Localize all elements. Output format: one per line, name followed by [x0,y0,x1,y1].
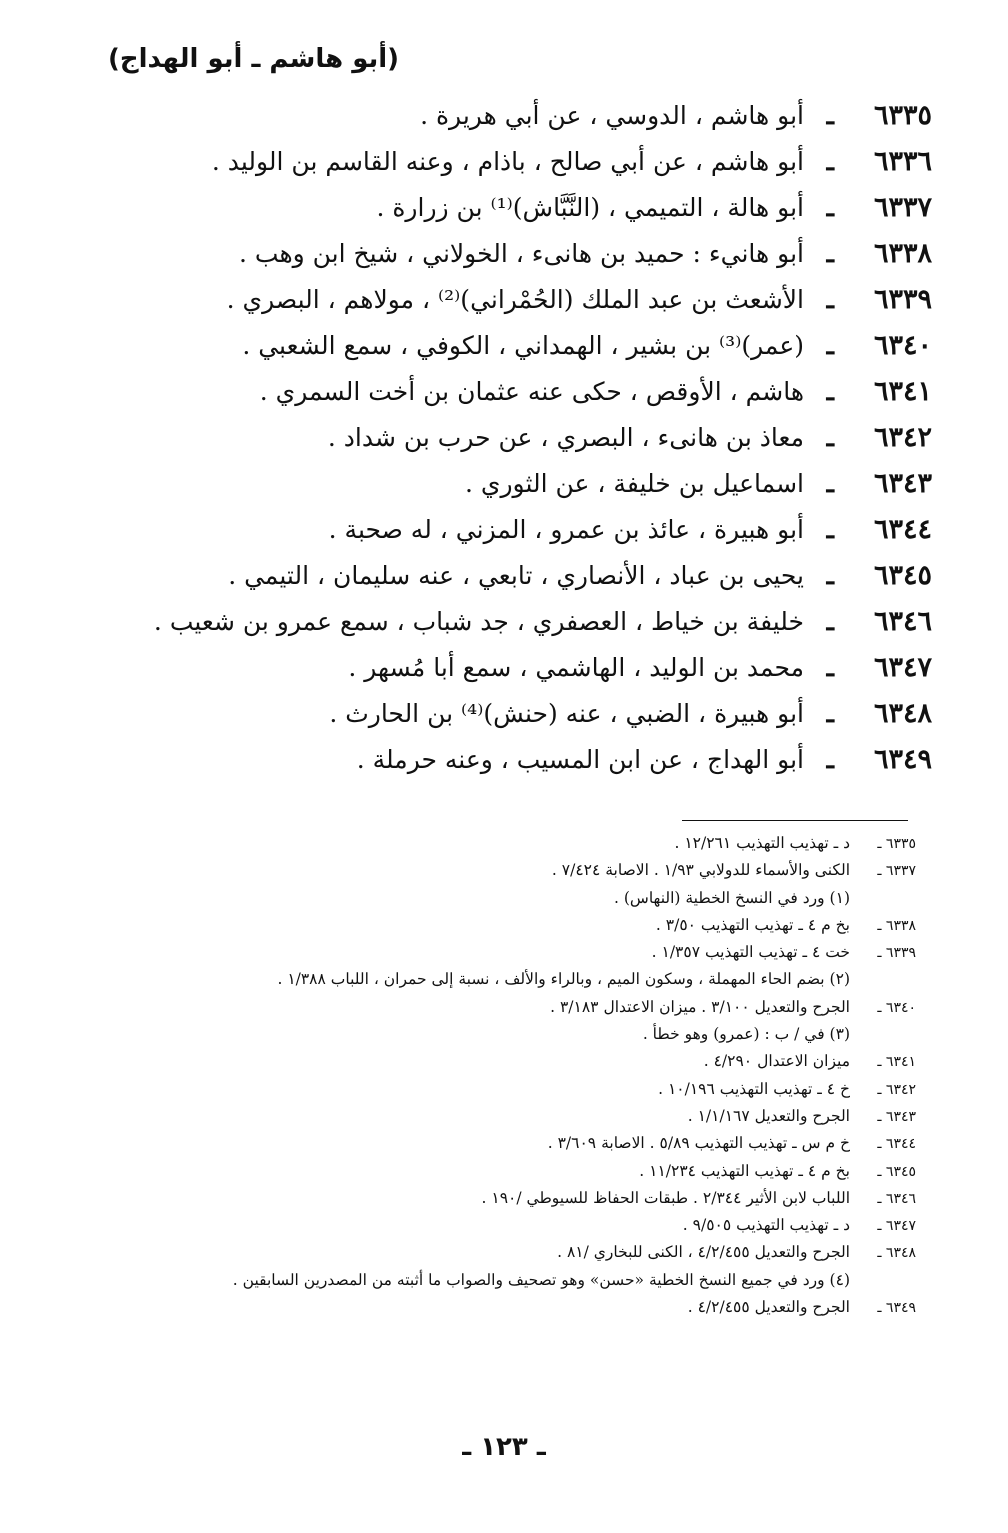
entry-number: ٦٣٤٧ [873,652,932,683]
note-number: ٦٣٣٩ ـ [877,945,916,962]
entry-text: يحيى بن عباد ، الأنصاري ، تابعي ، عنه سليمان ، التيمي . [228,561,804,590]
note-text: (٤) ورد في جميع النسخ الخطية «حسن» وهو تصحيف والصواب ما أثبته من المصدرين السابقين . [232,1270,850,1289]
entry-number: ٦٣٣٨ [873,238,932,269]
source-note [76,1134,916,1161]
source-note [76,943,916,970]
entry [72,468,932,514]
entry-text: الأشعث بن عبد الملك (الحُمْراني)⁽²⁾ ، مولاهم ، البصري . [226,285,804,314]
entry [72,330,932,376]
note-number: ٦٣٤٢ ـ [877,1081,916,1098]
entry-dash: ـ [826,239,834,268]
entry [72,192,932,238]
entry-text: أبو هالة ، التميمي ، (النَّبَّاش)⁽¹⁾ بن زرارة . [376,193,804,222]
note-number: ٦٣٤٥ ـ [877,1163,916,1180]
note-number: ٦٣٤٩ ـ [877,1300,916,1317]
entry-text: أبو هاشم ، الدوسي ، عن أبي هريرة . [420,101,804,130]
note-text: بخ م ٤ ـ تهذيب التهذيب ١١/٢٣٤ . [639,1161,850,1180]
note-text: خ م س ـ تهذيب التهذيب ٥/٨٩ . الاصابة ٣/٦٠٩ . [547,1134,850,1153]
note-number: ٦٣٤٠ ـ [877,999,916,1016]
entry-dash: ـ [826,653,834,682]
entry-dash: ـ [826,699,834,728]
entry-number: ٦٣٤١ [873,376,932,407]
entry-number: ٦٣٣٩ [873,284,932,315]
footnote [76,889,916,916]
entry [72,606,932,652]
note-text: (٢) بضم الحاء المهملة ، وسكون الميم ، وبالراء والألف ، نسبة إلى حمران ، اللباب ١/٣٨٨ . [277,970,850,989]
note-number: ٦٣٤١ ـ [877,1054,916,1071]
entry [72,652,932,698]
footnote [76,970,916,997]
footnote [76,1271,916,1298]
entry-text: أبو هبيرة ، عائذ بن عمرو ، المزني ، له صحبة . [328,515,804,544]
entry-text: (عمر)⁽³⁾ بن بشير ، الهمداني ، الكوفي ، سمع الشعبي . [242,331,804,360]
note-text: بخ م ٤ ـ تهذيب التهذيب ٣/٥٠ . [655,915,850,934]
entry-text: أبو الهداج ، عن ابن المسيب ، وعنه حرملة . [356,745,804,774]
note-number: ٦٣٤٨ ـ [877,1245,916,1262]
source-note [76,834,916,861]
note-number: ٦٣٣٧ ـ [877,863,916,880]
entry-text: أبو هانيء : حميد بن هانىء ، الخولاني ، شيخ ابن وهب . [239,239,804,268]
note-text: الجرح والتعديل ٤/٢/٤٥٥ . [687,1298,850,1317]
note-number: ٦٣٣٨ ـ [877,917,916,934]
entry-dash: ـ [826,423,834,452]
entry-dash: ـ [826,561,834,590]
entry-number: ٦٣٣٦ [873,146,932,177]
footnote [76,1025,916,1052]
entry-text: محمد بن الوليد ، الهاشمي ، سمع أبا مُسهر . [348,653,804,682]
footnote-list [76,834,916,1325]
entry [72,284,932,330]
entry-number: ٦٣٤٢ [873,422,932,453]
source-note [76,1052,916,1079]
footnote-rule [682,820,908,821]
note-text: الكنى والأسماء للدولابي ١/٩٣ . الاصابة ٧/٤٢٤ . [551,861,850,880]
note-text: د ـ تهذيب التهذيب ٩/٥٠٥ . [682,1216,850,1235]
entry [72,238,932,284]
source-note [76,1298,916,1325]
source-note [76,1107,916,1134]
entry-text: هاشم ، الأوقص ، حكى عنه عثمان بن أخت السمري . [259,377,804,406]
entry [72,100,932,146]
entry [72,560,932,606]
entry [72,744,932,790]
entry-number: ٦٣٤٣ [873,468,932,499]
entry-dash: ـ [826,331,834,360]
source-note [76,1189,916,1216]
entry-text: اسماعيل بن خليفة ، عن الثوري . [465,469,804,498]
source-note [76,1162,916,1189]
entry-dash: ـ [826,469,834,498]
entry-list [72,100,932,790]
note-number: ٦٣٤٤ ـ [877,1136,916,1153]
running-head: (أبو هاشم ـ أبو الهداج) [108,44,400,74]
note-text: خ ٤ ـ تهذيب التهذيب ١٠/١٩٦ . [658,1079,850,1098]
entry-number: ٦٣٤٤ [873,514,932,545]
source-note [76,1216,916,1243]
entry [72,698,932,744]
note-text: الجرح والتعديل ٤/٢/٤٥٥ ، الكنى للبخاري /٨١ . [557,1243,850,1262]
source-note [76,861,916,888]
entry [72,514,932,560]
entry-dash: ـ [826,377,834,406]
entry-number: ٦٣٤٦ [873,606,932,637]
note-text: (١) ورد في النسخ الخطية (النهاس) . [614,888,850,907]
entry [72,146,932,192]
entry-text: خليفة بن خياط ، العصفري ، جد شباب ، سمع عمرو بن شعيب . [153,607,804,636]
source-note [76,998,916,1025]
note-text: خت ٤ ـ تهذيب التهذيب ١/٣٥٧ . [651,943,850,962]
entry-text: أبو هبيرة ، الضبي ، عنه (حنش)⁽⁴⁾ بن الحارث . [329,699,804,728]
note-number: ٦٣٤٧ ـ [877,1218,916,1235]
note-number: ٦٣٣٥ ـ [877,836,916,852]
entry-dash: ـ [826,193,834,222]
entry-dash: ـ [826,101,834,130]
note-text: الجرح والتعديل ١/١/١٦٧ . [687,1106,850,1125]
entry-number: ٦٣٤٥ [873,560,932,591]
entry-dash: ـ [826,607,834,636]
entry-number: ٦٣٣٥ [873,100,932,131]
entry-text: أبو هاشم ، عن أبي صالح ، باذام ، وعنه القاسم بن الوليد . [211,147,804,176]
entry [72,422,932,468]
entry-number: ٦٣٤٨ [873,698,932,729]
entry-number: ٦٣٣٧ [873,192,932,223]
source-note [76,1080,916,1107]
note-text: اللباب لابن الأثير ٢/٣٤٤ . طبقات الحفاظ للسيوطي /١٩٠ . [481,1188,850,1207]
entry-dash: ـ [826,147,834,176]
entry-dash: ـ [826,285,834,314]
entry-dash: ـ [826,515,834,544]
note-text: (٣) في / ب : (عمرو) وهو خطأ . [642,1025,850,1044]
entry [72,376,932,422]
entry-dash: ـ [826,745,834,774]
entry-number: ٦٣٤٩ [873,744,932,775]
entry-text: معاذ بن هانىء ، البصري ، عن حرب بن شداد . [327,423,804,452]
note-number: ٦٣٤٦ ـ [877,1190,916,1207]
note-text: د ـ تهذيب التهذيب ١٢/٢٦١ . [674,834,850,852]
page-number: ـ ١٢٣ ـ [462,1432,546,1462]
entry-number: ٦٣٤٠ [873,330,932,361]
source-note [76,916,916,943]
source-note [76,1243,916,1270]
note-number: ٦٣٤٣ ـ [877,1108,916,1125]
note-text: ميزان الاعتدال ٤/٢٩٠ . [703,1052,850,1071]
note-text: الجرح والتعديل ٣/١٠٠ . ميزان الاعتدال ٣/١٨٣ . [550,997,850,1016]
